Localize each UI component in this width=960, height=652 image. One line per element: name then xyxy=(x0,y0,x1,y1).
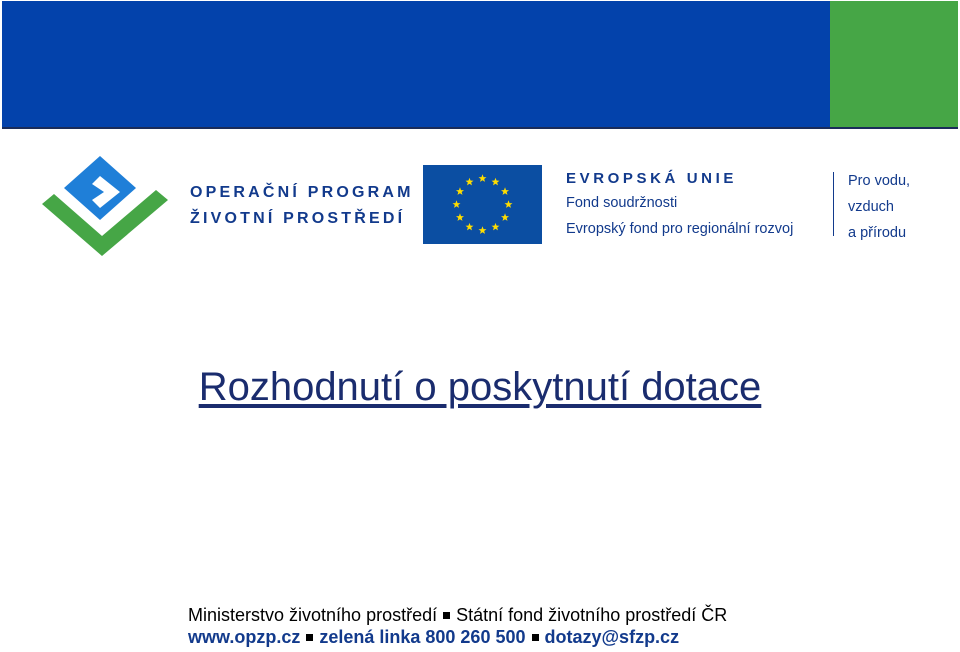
banner-divider xyxy=(2,127,958,129)
footer-contacts xyxy=(188,626,958,648)
bullet-icon xyxy=(306,634,313,641)
bullet-icon xyxy=(532,634,539,641)
bullet-icon xyxy=(443,612,450,619)
eu-flag-icon xyxy=(423,165,542,244)
slogan-line-2: vzduch xyxy=(848,199,894,215)
op-zp-logo-icon xyxy=(40,152,170,256)
eu-title: EVROPSKÁ UNIE xyxy=(566,170,737,187)
slogan xyxy=(848,168,910,246)
top-color-band xyxy=(0,0,960,130)
email-link[interactable]: dotazy@sfzp.cz xyxy=(544,627,680,647)
fund-name: Státní fond životního prostředí ČR xyxy=(456,605,728,625)
op-line-1: OPERAČNÍ PROGRAM xyxy=(190,184,414,201)
website-link[interactable]: www.opzp.cz xyxy=(188,627,301,647)
blue-banner-block xyxy=(2,1,830,128)
eu-cohesion-fund: Fond soudržnosti xyxy=(566,195,678,211)
slogan-line-3: a přírodu xyxy=(848,225,907,241)
footer xyxy=(188,604,958,648)
eu-regional-fund: Evropský fond pro regionální rozvoj xyxy=(566,221,794,237)
footer-institutions xyxy=(188,604,958,626)
op-program-name xyxy=(190,180,414,232)
op-line-2: ŽIVOTNÍ PROSTŘEDÍ xyxy=(190,210,406,227)
green-banner-block xyxy=(830,1,958,128)
eu-funding-text xyxy=(566,168,793,242)
page-title: Rozhodnutí o poskytnutí dotace xyxy=(198,365,762,409)
slogan-line-1: Pro vodu, xyxy=(848,173,911,189)
hotline-number: zelená linka 800 260 500 xyxy=(319,627,526,647)
header-separator xyxy=(833,172,834,236)
ministry-name: Ministerstvo životního prostředí xyxy=(188,605,438,625)
